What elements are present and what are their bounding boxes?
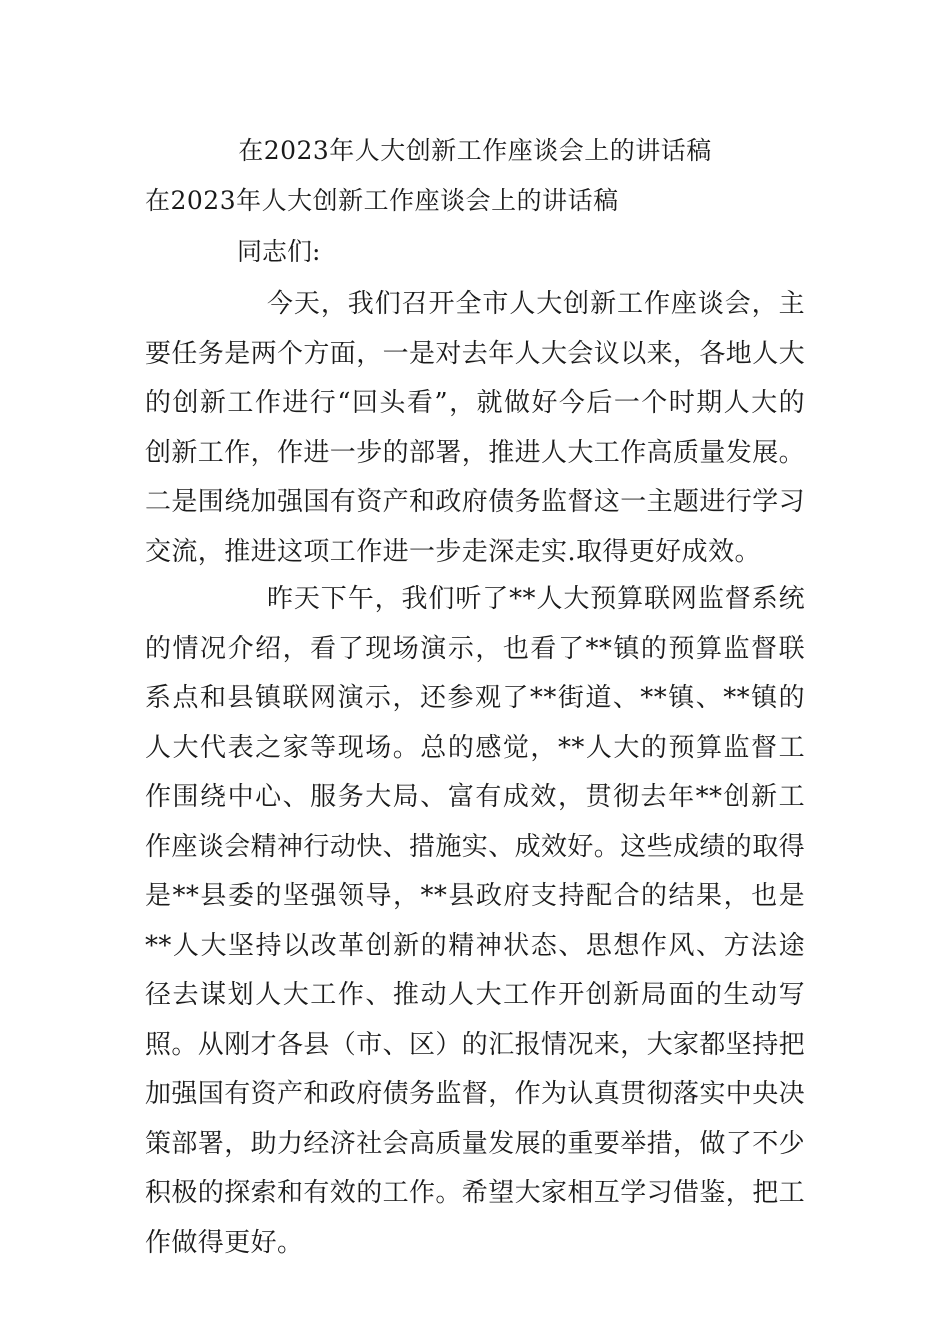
paragraph-2: 昨天下午，我们听了**人大预算联网监督系统的情况介绍，看了现场演示，也看了**镇的预算监督联系点和县镇联网演示，还参观了**街道、**镇、**镇的人大代表之家等现场。总的感觉，**人大的预算监督工作围绕中心、服务大局、富有成效，贯彻去年**创新工作座谈会精神行动快、措施实、成效好。这些成绩的取得是**县委的坚强领导，**县政府支持配合的结果，也是**人大坚持以改革创新的精神状态、思想作风、方法途径去谋划人大工作、推动人大工作开创新局面的生动写照。从刚才各县（市、区）的汇报情况来，大家都坚持把加强国有资产和政府债务监督，作为认真贯彻落实中央决策部署，助力经济社会高质量发展的重要举措，做了不少积极的探索和有效的工作。希望大家相互学习借鉴，把工作做得更好。 [145,584,806,1258]
salutation: 同志们: [237,237,321,266]
paragraph-1: 今天，我们召开全市人大创新工作座谈会，主要任务是两个方面，一是对去年人大会议以来，各地人大的创新工作进行“回头看”，就做好今后一个时期人大的创新工作，作进一步的部署，推进人大工作高质量发展。二是围绕加强国有资产和政府债务监督这一主题进行学习交流，推进这项工作进一步走深走实.取得更好成效。 [145,289,806,567]
document-subtitle: 在2023年人大创新工作座谈会上的讲话稿 [145,186,619,215]
document-title: 在2023年人大创新工作座谈会上的讲话稿 [238,136,712,165]
